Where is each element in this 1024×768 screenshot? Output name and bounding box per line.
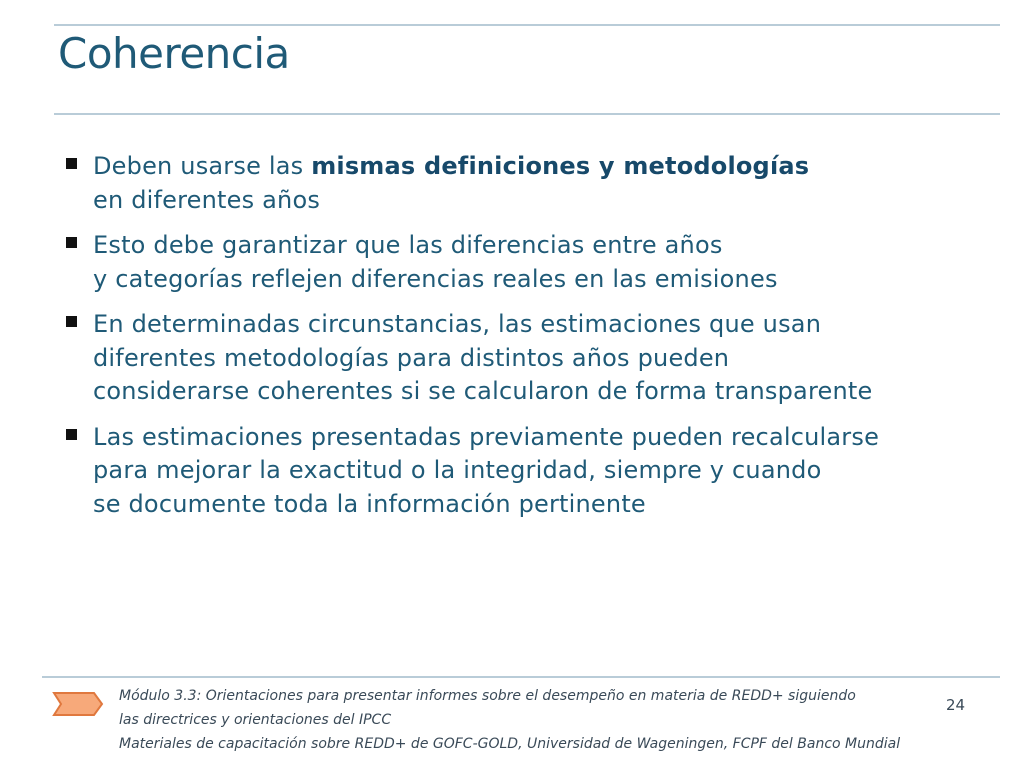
page-number: 24	[946, 696, 966, 714]
slide-title: Coherencia	[58, 29, 290, 78]
bullet-item	[66, 150, 1006, 217]
chevron-arrow-icon	[52, 691, 104, 717]
title-rule	[54, 113, 1000, 115]
bullet-line: Las estimaciones presentadas previamente pueden recalcularse	[93, 422, 880, 451]
bullet-square-icon	[66, 429, 77, 440]
bullet-list	[66, 150, 1006, 533]
bullet-item	[66, 421, 1006, 522]
bullet-line: Deben usarse las mismas definiciones y metodologías	[93, 152, 810, 180]
bullet-line: y categorías reflejen diferencias reales en las emisiones	[93, 264, 778, 293]
bullet-line: considerarse coherentes si se calcularon de forma transparente	[93, 377, 873, 405]
top-rule	[54, 24, 1000, 26]
bullet-line: Esto debe garantizar que las diferencias entre años	[93, 231, 723, 259]
bullet-text	[93, 421, 1006, 522]
bullet-square-icon	[66, 237, 77, 248]
bullet-text	[93, 308, 1006, 409]
bullet-line: para mejorar la exactitud o la integridad, siempre y cuando	[93, 456, 822, 484]
bullet-line: En determinadas circunstancias, las estimaciones que usan	[93, 310, 822, 338]
bullet-text	[93, 150, 1006, 217]
bullet-square-icon	[66, 316, 77, 327]
bullet-item	[66, 229, 1006, 296]
bullet-line: diferentes metodologías para distintos años pueden	[93, 343, 730, 372]
footer-text	[119, 684, 959, 756]
footer-line: las directrices y orientaciones del IPCC	[119, 712, 392, 728]
footer-rule	[42, 676, 1000, 678]
bullet-line: se documente toda la información pertinente	[93, 489, 646, 518]
bullet-line: en diferentes años	[93, 185, 321, 214]
bullet-text	[93, 229, 1006, 296]
bullet-bold-phrase: mismas definiciones y metodologías	[311, 152, 810, 180]
footer-line: Materiales de capacitación sobre REDD+ de GOFC-GOLD, Universidad de Wageningen, FCPF del Banco Mundial	[119, 736, 901, 752]
footer-line: Módulo 3.3: Orientaciones para presentar informes sobre el desempeño en materia de REDD+ siguiendo	[119, 688, 856, 704]
bullet-square-icon	[66, 158, 77, 169]
bullet-item	[66, 308, 1006, 409]
